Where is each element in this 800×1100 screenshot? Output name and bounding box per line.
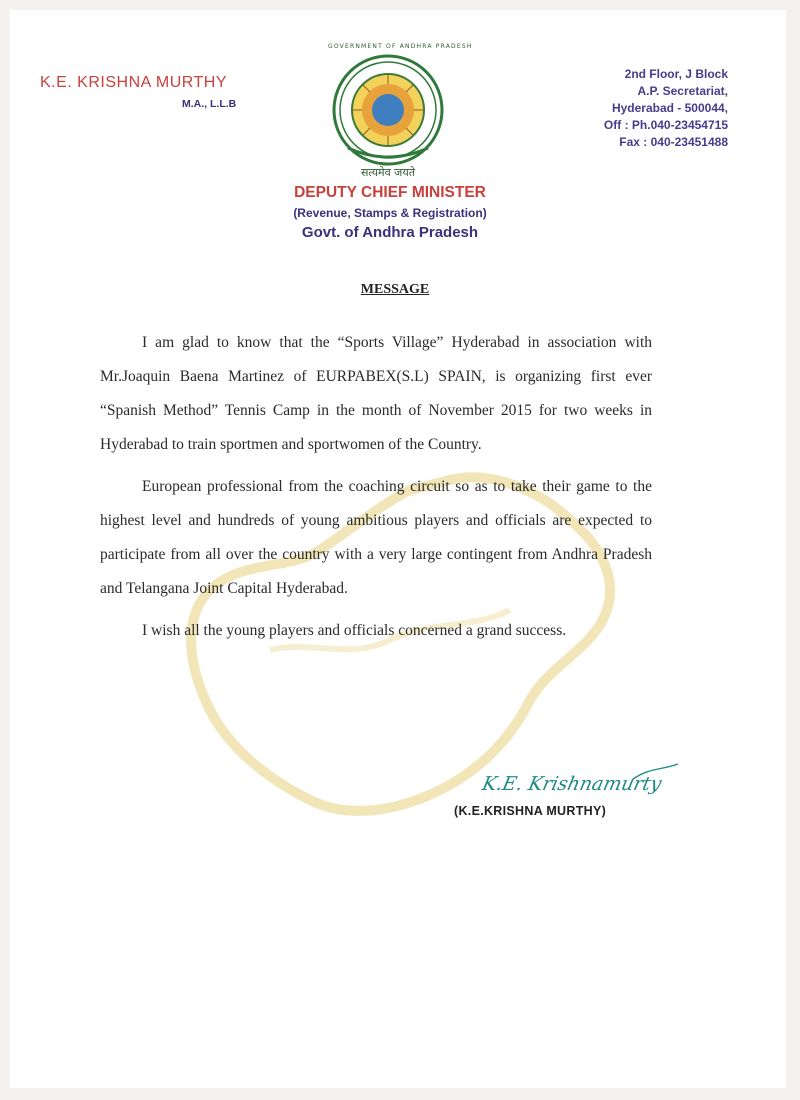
emblem-ring-text: GOVERNMENT OF ANDHRA PRADESH bbox=[328, 43, 473, 50]
signature-text: K.E. Krishnamurty bbox=[480, 772, 664, 795]
message-paragraph: European professional from the coaching circuit so as to take their game to the highest level and hundreds of young ambitious players and officials are expected to participate from all over the country with a very large contingent from Andhra Pradesh and Telangana Joint Capital Hyderabad. bbox=[100, 478, 652, 597]
address-line: Hyderabad - 500044, bbox=[611, 101, 728, 115]
office-address bbox=[508, 66, 728, 151]
minister-degree: M.A., L.L.B bbox=[182, 98, 237, 110]
address-phone: Off : Ph.040-23454715 bbox=[603, 118, 728, 132]
message-heading: MESSAGE bbox=[360, 282, 430, 297]
letter-page bbox=[10, 10, 786, 1088]
signatory-name: (K.E.KRISHNA MURTHY) bbox=[454, 804, 607, 818]
designation-block bbox=[200, 184, 580, 241]
designation-title: DEPUTY CHIEF MINISTER bbox=[294, 184, 486, 201]
address-line: A.P. Secretariat, bbox=[637, 84, 728, 98]
address-fax: Fax : 040-23451488 bbox=[619, 135, 728, 149]
message-paragraph: I am glad to know that the “Sports Village” Hyderabad in association with Mr.Joaquin Baena Martinez of EURPABEX(S.L) SPAIN, is organizing first ever “Spanish Method” Tennis Camp in the month of November 2015 for two weeks in Hyderabad to train sportmen and sportwomen of the Country. bbox=[100, 334, 652, 453]
handwritten-signature bbox=[482, 758, 702, 806]
ashoka-emblem-seal-icon bbox=[328, 43, 473, 182]
address-line: 2nd Floor, J Block bbox=[624, 67, 728, 81]
message-paragraph: I wish all the young players and officials concerned a grand success. bbox=[142, 622, 567, 639]
letterhead-name-block bbox=[40, 74, 280, 110]
minister-name: K.E. KRISHNA MURTHY bbox=[40, 74, 228, 91]
message-body bbox=[100, 326, 652, 656]
government-name: Govt. of Andhra Pradesh bbox=[301, 224, 479, 241]
portfolio-text: (Revenue, Stamps & Registration) bbox=[293, 206, 487, 220]
emblem-motto: सत्यमेव जयते bbox=[360, 166, 416, 179]
